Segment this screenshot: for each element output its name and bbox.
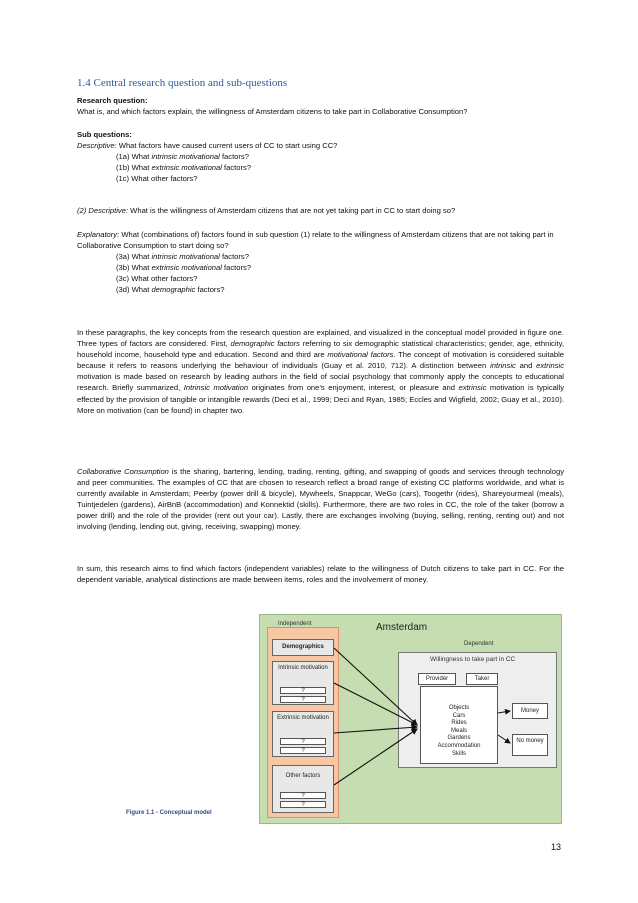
conceptual-model-figure — [259, 614, 562, 824]
figure-arrows — [260, 615, 563, 825]
intrinsic-q1: ? — [280, 687, 326, 694]
explanatory-label: Explanatory: — [77, 230, 120, 239]
no-money-box: No money — [512, 734, 548, 756]
intrinsic-q2: ? — [280, 696, 326, 703]
other-q1: ? — [280, 792, 326, 799]
subquestion-3b: (3b) What extrinsic motivational factors? — [116, 263, 252, 273]
subquestion-3a: (3a) What intrinsic motivational factors? — [116, 252, 249, 262]
object-item: Meals — [450, 727, 467, 734]
section-heading: 1.4 Central research question and sub-questions — [77, 77, 288, 89]
taker-box: Taker — [466, 673, 498, 685]
arrow-intrinsic — [334, 683, 417, 725]
extrinsic-box: Extrinsic motivation — [272, 711, 334, 757]
independent-label: Independent — [278, 621, 312, 627]
sub-questions-label: Sub questions: — [77, 130, 132, 139]
descriptive-2-text: What is the willingness of Amsterdam citizens that are not yet taking part in CC to start doing so? — [128, 206, 456, 215]
object-item: Objects — [448, 705, 470, 711]
research-question-text: What is, and which factors explain, the willingness of Amsterdam citizens to take part in Collaborative Consumption? — [77, 107, 468, 117]
object-item: Rides — [451, 720, 467, 727]
demographics-box: Demographics — [272, 639, 334, 656]
figure-title: Amsterdam — [376, 622, 428, 633]
descriptive-2-label: (2) Descriptive: — [77, 206, 129, 215]
dependent-label: Dependent — [464, 641, 494, 647]
arrow-extrinsic — [334, 727, 417, 733]
object-item: Gardens — [447, 735, 471, 742]
object-item: Skills — [451, 750, 466, 757]
extrinsic-q2: ? — [280, 747, 326, 754]
subquestion-3d: (3d) What demographic factors? — [116, 285, 225, 295]
research-question-block — [77, 95, 564, 117]
subquestion-3c: (3c) What other factors? — [116, 274, 198, 284]
descriptive-2-block — [77, 205, 564, 216]
object-item: Cars — [452, 712, 466, 719]
arrow-no-money — [498, 735, 510, 743]
descriptive-label: Descriptive: — [77, 141, 117, 151]
other-q2: ? — [280, 801, 326, 808]
research-question-label: Research question: — [77, 96, 148, 105]
extrinsic-q1: ? — [280, 738, 326, 745]
arrow-money — [498, 711, 510, 713]
subquestion-1c: (1c) What other factors? — [116, 174, 198, 184]
willingness-label: Willingness to take part in CC — [430, 656, 516, 663]
figure-caption: Figure 1.1 - Conceptual model — [126, 810, 212, 816]
explanatory-text: What (combinations of) factors found in sub question (1) relate to the willingness of Amsterdam citizens that are not taking part in Collaborative Consumption to start doing so? — [77, 230, 554, 251]
page-number: 13 — [551, 842, 562, 852]
money-box: Money — [512, 703, 548, 719]
paragraph-key-concepts: In these paragraphs, the key concepts from the research question are explained, and visualized in the conceptual model provided in figure one. Three types of factors are considered. First, demographic factors referring to six demographic statistical characteristics; gender, age, ethnicity, household income, household type and education. Second and third are motivational factors. The concept of motivation is considered suitable because it refers to reasons underlying the behaviour of individuals (Guay et al. 2010, 712). A distinction between intrinsic and extrinsic motivation is made based on research by leading authors in the field of social psychology that commonly apply the concepts to educational research. Briefly summarized, Intrinsic motivation originates from one’s enjoyment, interest, or pleasure and extrinsic motivation is typically effected by the provision of tangible or intangible rewards (Deci et al., 1999; Deci and Ryan, 1985; Eccles and Wigfield, 2002; Guay et al., 2010). More on motivation (can be found) in chapter two. — [77, 328, 565, 415]
paragraph-collaborative-consumption: Collaborative Consumption is the sharing, bartering, lending, trading, renting, gifting, and swapping of goods and services through technology and peer communities. The examples of CC that are chosen to research reflect a broad range of existing CC platforms worldwide, and what is currently available in Amsterdam; Peerby (power drill & bicycle), Mywheels, Snappcar, WeGo (cars), Toogethr (rides), Shareyourmeal (meals), Tuintjedelen (gardens), AirBnB (accommodation) and Konnektid (skills). Furthermore, there are two roles in CC, the role of the taker (borrow a power drill) and the role of the provider (rent out your car). Lastly, there are exchanges involving (buying, selling, renting, renting out) and not involving (lending, lending out, giving, receiving, swapping) money. — [77, 467, 564, 532]
paragraph-summary: In sum, this research aims to find which factors (independent variables) relate to the willingness of Dutch citizens to take part in CC. For the dependent variable, analytical distinctions are made between items, roles and the involvement of money. — [77, 564, 564, 585]
other-factors-box: Other factors — [272, 765, 334, 813]
descriptive-text: What factors have caused current users of CC to start using CC? — [116, 141, 338, 151]
arrow-demographics — [334, 648, 417, 725]
sub-questions-block — [77, 129, 564, 184]
object-item: Accommodation — [437, 742, 481, 749]
arrow-other — [334, 729, 417, 785]
explanatory-block — [77, 229, 564, 296]
intrinsic-box: Intrinsic motivation — [272, 661, 334, 705]
subquestion-1b: (1b) What extrinsic motivational factors? — [116, 163, 252, 173]
provider-box: Provider — [418, 673, 456, 685]
subquestion-1a: (1a) What intrinsic motivational factors? — [116, 152, 249, 162]
